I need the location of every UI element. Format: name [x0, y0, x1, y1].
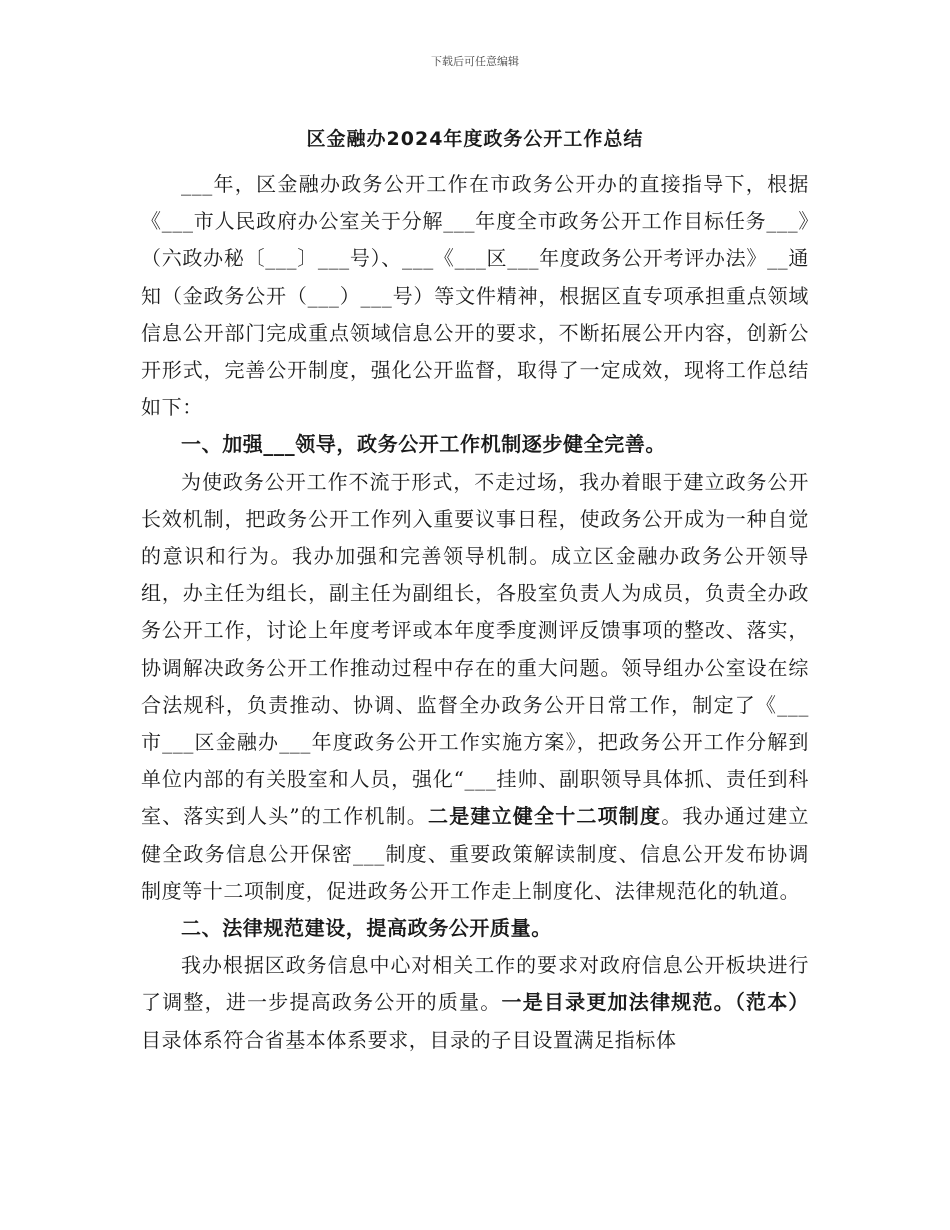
section-1-tail-text: 。我办通过建立健全政务信息公开保密___制度、重要政策解读制度、信息公开发布协调制度等十二项制度，促进政务公开工作走上制度化、法律规范化的轨道。 [141, 804, 809, 903]
section-1-body-paragraph [141, 464, 809, 910]
section-2-tail-text: 目录体系符合省基本体系要求，目录的子目设置满足指标体 [141, 1027, 677, 1052]
section-2-body-text: 我办根据区政务信息中心对相关工作的要求对政府信息公开板块进行了调整，进一步提高政务公开的质量。 [141, 953, 809, 1015]
section-1-bold-lead: 二是建立健全十二项制度 [428, 804, 662, 829]
document-title: 区金融办2024年度政务公开工作总结 [306, 128, 644, 150]
section-1-heading: 一、加强___领导，政务公开工作机制逐步健全完善。 [181, 432, 666, 457]
intro-paragraph: ___年，区金融办政务公开工作在市政务公开办的直接指导下，根据《___市人民政府办公室关于分解___年度全市政务公开工作目标任务___》（六政办秘〔___〕___号）、___《___区___年度政务公开考评办法》__通知（金政务公开（___）___号）等文件精神，根据区直专项承担重点领域信息公开部门完成重点领域信息公开的要求，不断拓展公开内容，创新公开形式，完善公开制度，强化公开监督，取得了一定成效，现将工作总结如下： [141, 172, 809, 420]
document-body [141, 166, 809, 1059]
section-2-bold-lead: 一是目录更加法律规范。（范本） [501, 990, 810, 1015]
section-2-heading: 二、法律规范建设，提高政务公开质量。 [181, 916, 552, 941]
header-note: 下载后可任意编辑 [431, 55, 519, 68]
section-1-body-text: 为使政务公开工作不流于形式，不走过场，我办着眼于建立政务公开长效机制，把政务公开工作列入重要议事日程，使政务公开成为一种自觉的意识和行为。我办加强和完善领导机制。成立区金融办政务公开领导组，办主任为组长，副主任为副组长，各股室负责人为成员，负责全办政务公开工作，讨论上年度考评或本年度季度测评反馈事项的整改、落实，协调解决政务公开工作推动过程中存在的重大问题。领导组办公室设在综合法规科，负责推动、协调、监督全办政务公开日常工作，制定了《___市___区金融办___年度政务公开工作实施方案》，把政务公开工作分解到单位内部的有关股室和人员，强化“___挂帅、副职领导具体抓、责任到科室、落实到人头”的工作机制。 [141, 469, 809, 829]
section-2-body-paragraph [141, 947, 809, 1059]
